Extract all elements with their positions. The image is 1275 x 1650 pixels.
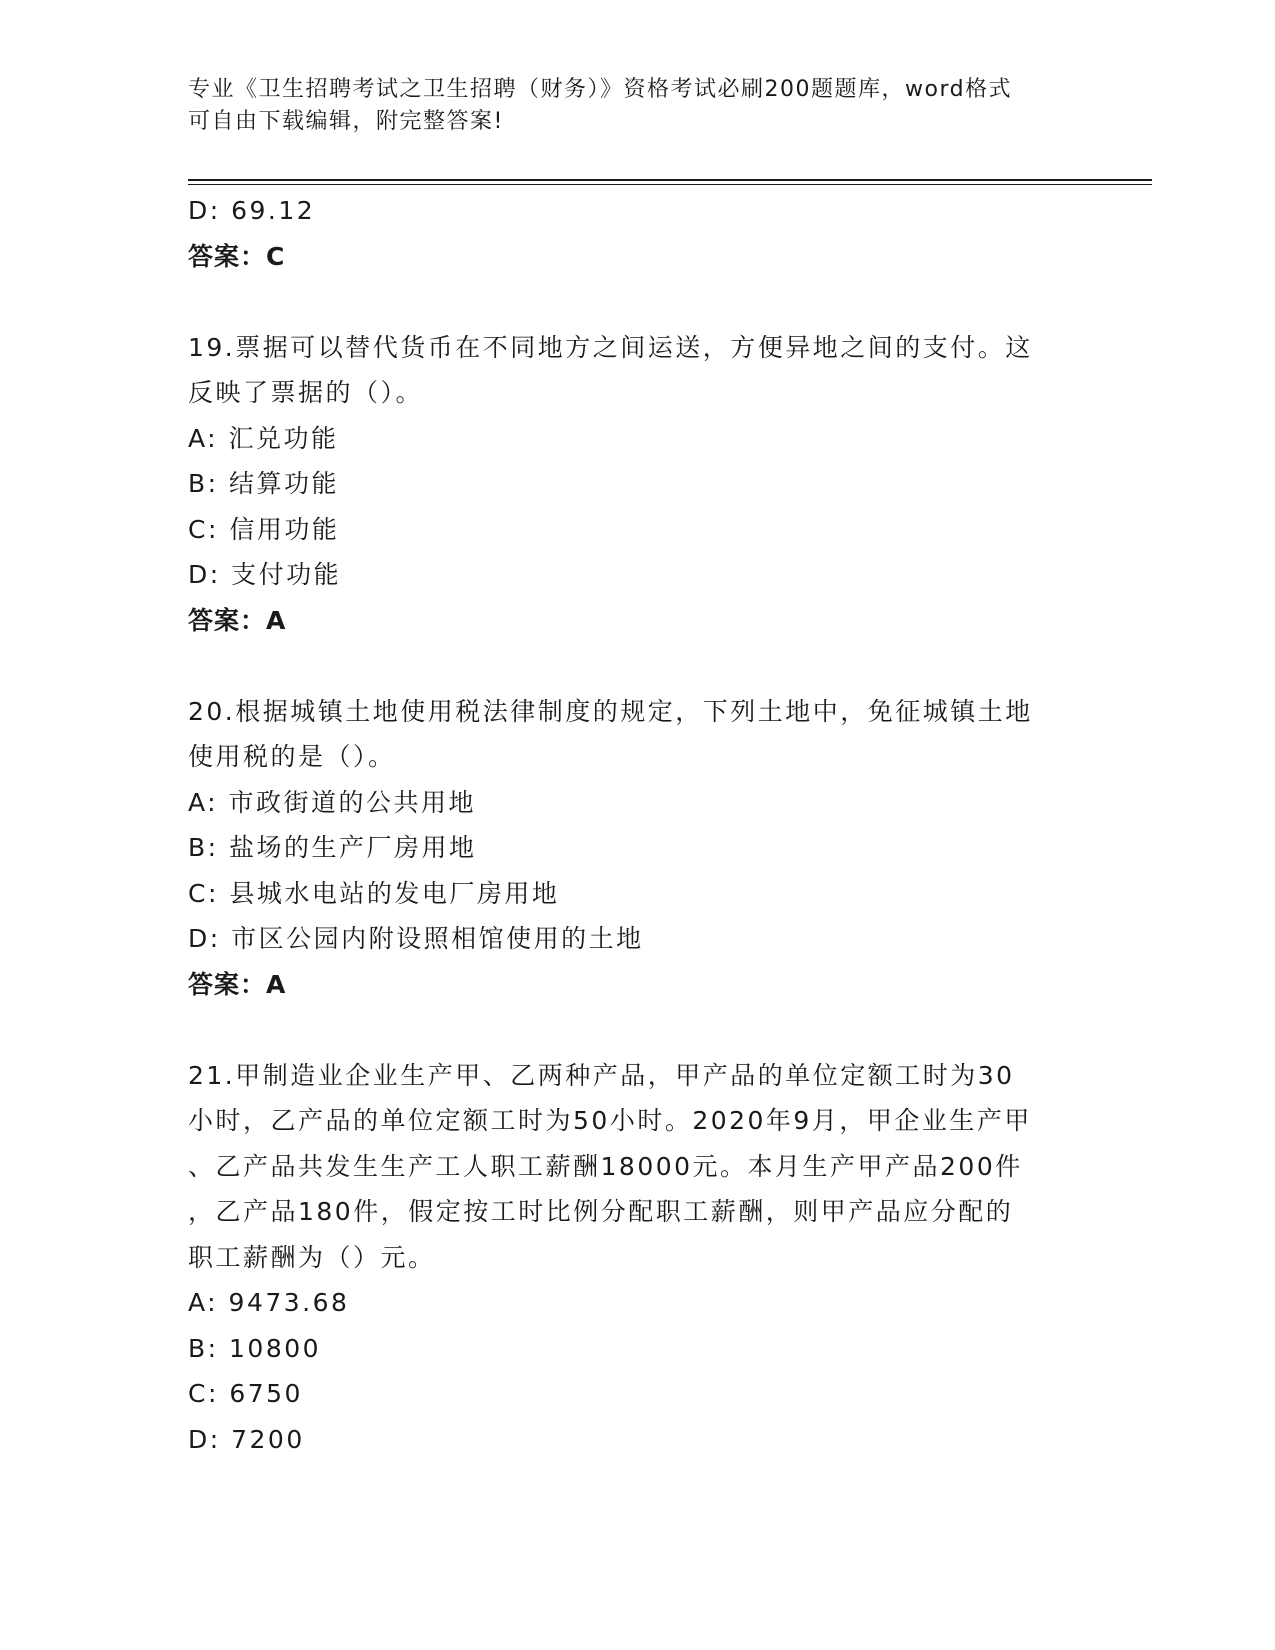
question-21-stem-5: 职工薪酬为（）元。: [188, 1242, 436, 1272]
question-19-answer: 答案：A: [188, 605, 287, 635]
spacer: [188, 1007, 1088, 1053]
question-19-stem-2: 反映了票据的（）。: [188, 378, 424, 407]
prev-answer: 答案：C: [188, 241, 286, 271]
question-21-option-b: B: 10800: [188, 1333, 322, 1363]
question-20-option-a: A: 市政街道的公共用地: [188, 787, 477, 817]
question-21: [188, 1053, 1088, 1463]
question-21-stem-4: ，乙产品180件，假定按工时比例分配职工薪酬，则甲产品应分配的: [188, 1197, 1014, 1226]
header-divider-thin: [188, 184, 1152, 185]
question-21-stem-2: 小时，乙产品的单位定额工时为50小时。2020年9月，甲企业生产甲: [188, 1106, 1032, 1135]
document-header: [188, 74, 1068, 138]
question-19-option-d: D: 支付功能: [188, 560, 342, 589]
question-21-stem-3: 、乙产品共发生生产工人职工薪酬18000元。本月生产甲产品200件: [188, 1151, 1023, 1181]
question-20-option-c: C: 县城水电站的发电厂房用地: [188, 878, 560, 908]
question-20-option-d: D: 市区公园内附设照相馆使用的土地: [188, 924, 644, 953]
spacer: [188, 643, 1088, 689]
question-19-stem-1: 19.票据可以替代货币在不同地方之间运送，方便异地之间的支付。这: [188, 332, 1033, 362]
question-19-option-c: C: 信用功能: [188, 514, 340, 544]
question-20-stem-2: 使用税的是（）。: [188, 742, 396, 771]
question-21-stem-1: 21.甲制造业企业生产甲、乙两种产品，甲产品的单位定额工时为30: [188, 1060, 1015, 1090]
question-21-option-d: D: 7200: [188, 1424, 305, 1454]
question-19-option-b: B: 结算功能: [188, 469, 340, 498]
question-19-option-a: A: 汇兑功能: [188, 423, 339, 453]
question-20-option-b: B: 盐场的生产厂房用地: [188, 833, 477, 862]
spacer: [188, 279, 1088, 325]
question-19: [188, 325, 1088, 644]
question-21-option-c: C: 6750: [188, 1379, 303, 1408]
question-20-stem-1: 20.根据城镇土地使用税法律制度的规定，下列土地中，免征城镇土地: [188, 696, 1033, 726]
question-content: [188, 188, 1088, 1462]
header-divider-thick: [188, 179, 1152, 181]
question-21-option-a: A: 9473.68: [188, 1288, 350, 1317]
question-20-answer: 答案：A: [188, 969, 287, 999]
question-20: [188, 689, 1088, 1008]
header-line-2: 可自由下载编辑，附完整答案!: [188, 109, 504, 134]
header-line-1: 专业《卫生招聘考试之卫生招聘（财务）》资格考试必刷200题题库，word格式: [188, 77, 1013, 102]
prev-option-d: D: 69.12: [188, 196, 316, 225]
